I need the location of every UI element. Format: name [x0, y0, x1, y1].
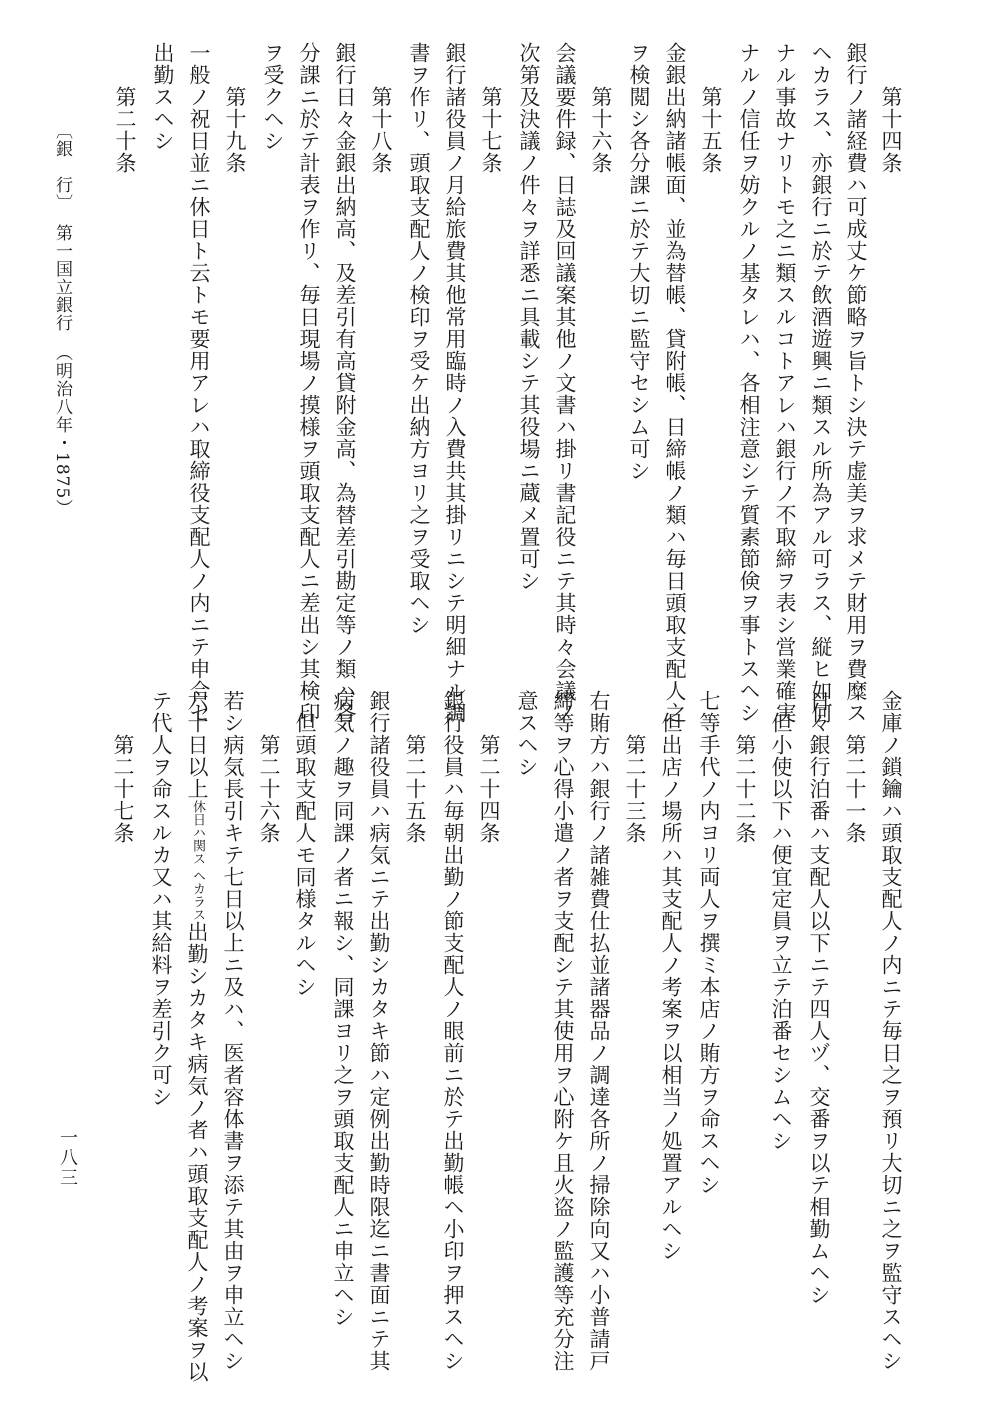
text-column: 銀行役員ハ毎朝出勤ノ節支配人ノ眼前ニ於テ出勤帳ヘ小印ヲ押スヘシ: [441, 690, 465, 1372]
text-column: 七等手代ノ内ヨリ両人ヲ撰ミ本店ノ賄方ヲ命スヘシ: [697, 690, 721, 1196]
text-column: ヲ検閲シ各分課ニ於テ大切ニ監守セシム可シ: [627, 42, 651, 482]
text-column: 銀行ノ諸経費ハ可成丈ケ節略ヲ旨トシ決テ虚美ヲ求メテ財用ヲ費糜ス: [844, 42, 868, 724]
article-heading: 第二十三条: [623, 734, 647, 844]
article-heading: 第二十四条: [477, 734, 501, 844]
page-number: 一八三: [57, 1128, 78, 1188]
article-heading: 第十八条: [369, 86, 393, 174]
text-column: 銀行日々金銀出納高、及差引有高貸附金高、為替差引勘定等ノ類ハ各: [333, 42, 357, 724]
text-column: ナルノ信任ヲ妨クルノ基タレハ、各相注意シテ質素節倹ヲ事トスヘシ: [737, 42, 761, 724]
article-heading: 第二十五条: [403, 734, 427, 844]
header-era: （明治八年・1875）: [52, 344, 72, 518]
text-column: 但出店ノ場所ハ其支配人ノ考案ヲ以相当ノ処置アルヘシ: [659, 712, 683, 1262]
article-heading: 第十七条: [479, 86, 503, 174]
inline-note: 休日ハ関ス ヘカラス: [190, 800, 205, 922]
text-column: 分課ニ於テ計表ヲ作リ、毎日現場ノ摸様ヲ頭取支配人ニ差出シ其検印: [297, 42, 321, 724]
text-column: 金庫ノ鎖鑰ハ頭取支配人ノ内ニテ毎日之ヲ預リ大切ニ之ヲ監守スヘシ: [879, 690, 903, 1372]
text-column: 但頭取支配人モ同様タルヘシ: [293, 712, 317, 998]
text-column: 金銀出納諸帳面、並為替帳、貸附帳、日締帳ノ類ハ毎日頭取支配人之: [663, 42, 687, 724]
text-column: 但小使以下ハ便宜定員ヲ立テ泊番セシムヘシ: [769, 712, 793, 1152]
text-column: 病気ノ趣ヲ同課ノ者ニ報シ、同課ヨリ之ヲ頭取支配人ニ申立ヘシ: [331, 690, 355, 1328]
article-heading: 第二十一条: [843, 734, 867, 844]
article-heading: 第二十二条: [733, 734, 757, 844]
text-column: 意スヘシ: [515, 690, 539, 778]
article-heading: 第十四条: [879, 86, 903, 174]
text-column: 締等ヲ心得小遣ノ者ヲ支配シテ其使用ヲ心附ケ且火盗ノ監護等充分注: [551, 690, 575, 1372]
text-column: 一般ノ祝日並ニ休日ト云トモ要用アレハ取締役支配人ノ内ニテ申合セ: [187, 42, 211, 724]
text-column: 出勤スヘシ: [151, 42, 175, 152]
header-category: 〔銀 行〕: [52, 122, 72, 212]
text-segment: 六十日以上: [185, 690, 209, 800]
article-heading: 第二十条: [113, 86, 137, 174]
article-heading: 第二十七条: [111, 734, 135, 844]
text-column: 銀行諸役員ハ病気ニテ出勤シカタキ節ハ定例出勤時限迄ニ書面ニテ其: [367, 690, 391, 1372]
text-column: 銀行諸役員ノ月給旅費其他常用臨時ノ入費共其掛リニシテ明細ナル調: [443, 42, 467, 724]
text-column: ナル事故ナリトモ之ニ類スルコトアレハ銀行ノ不取締ヲ表シ営業確実: [773, 42, 797, 724]
text-column: テ代人ヲ命スルカ又ハ其給料ヲ差引ク可シ: [149, 690, 173, 1108]
text-column: [186, 690, 207, 1383]
article-heading: 第二十六条: [257, 734, 281, 844]
text-column: 次第及決議ノ件々ヲ詳悉ニ具載シテ其役場ニ蔵メ置可シ: [517, 42, 541, 592]
article-heading: 第十九条: [223, 86, 247, 174]
text-column: 日々銀行泊番ハ支配人以下ニテ四人ヅ、交番ヲ以テ相勤ムヘシ: [807, 690, 831, 1306]
text-column: ヘカラス、亦銀行ニ於テ飲酒遊興ニ類スル所為アル可ラス、縦ヒ如何: [809, 42, 833, 724]
text-column: 会議要件録、日誌及回議案其他ノ文書ハ掛リ書記役ニテ其時々会議ノ: [553, 42, 577, 724]
text-segment: 出勤シカタキ病気ノ者ハ頭取支配人ノ考案ヲ以: [185, 921, 209, 1384]
header-bank-name: 第一国立銀行: [52, 224, 72, 332]
text-column: ヲ受クヘシ: [261, 42, 285, 152]
article-heading: 第十六条: [589, 86, 613, 174]
article-heading: 第十五条: [699, 86, 723, 174]
text-column: 書ヲ作リ、頭取支配人ノ検印ヲ受ケ出納方ヨリ之ヲ受取ヘシ: [407, 42, 431, 636]
text-column: 若シ病気長引キテ七日以上ニ及ハ、医者容体書ヲ添テ其由ヲ申立ヘシ: [221, 690, 245, 1372]
text-column: 右賄方ハ銀行ノ諸雑費仕払並諸器品ノ調達各所ノ掃除向又ハ小普請戸: [587, 690, 611, 1372]
